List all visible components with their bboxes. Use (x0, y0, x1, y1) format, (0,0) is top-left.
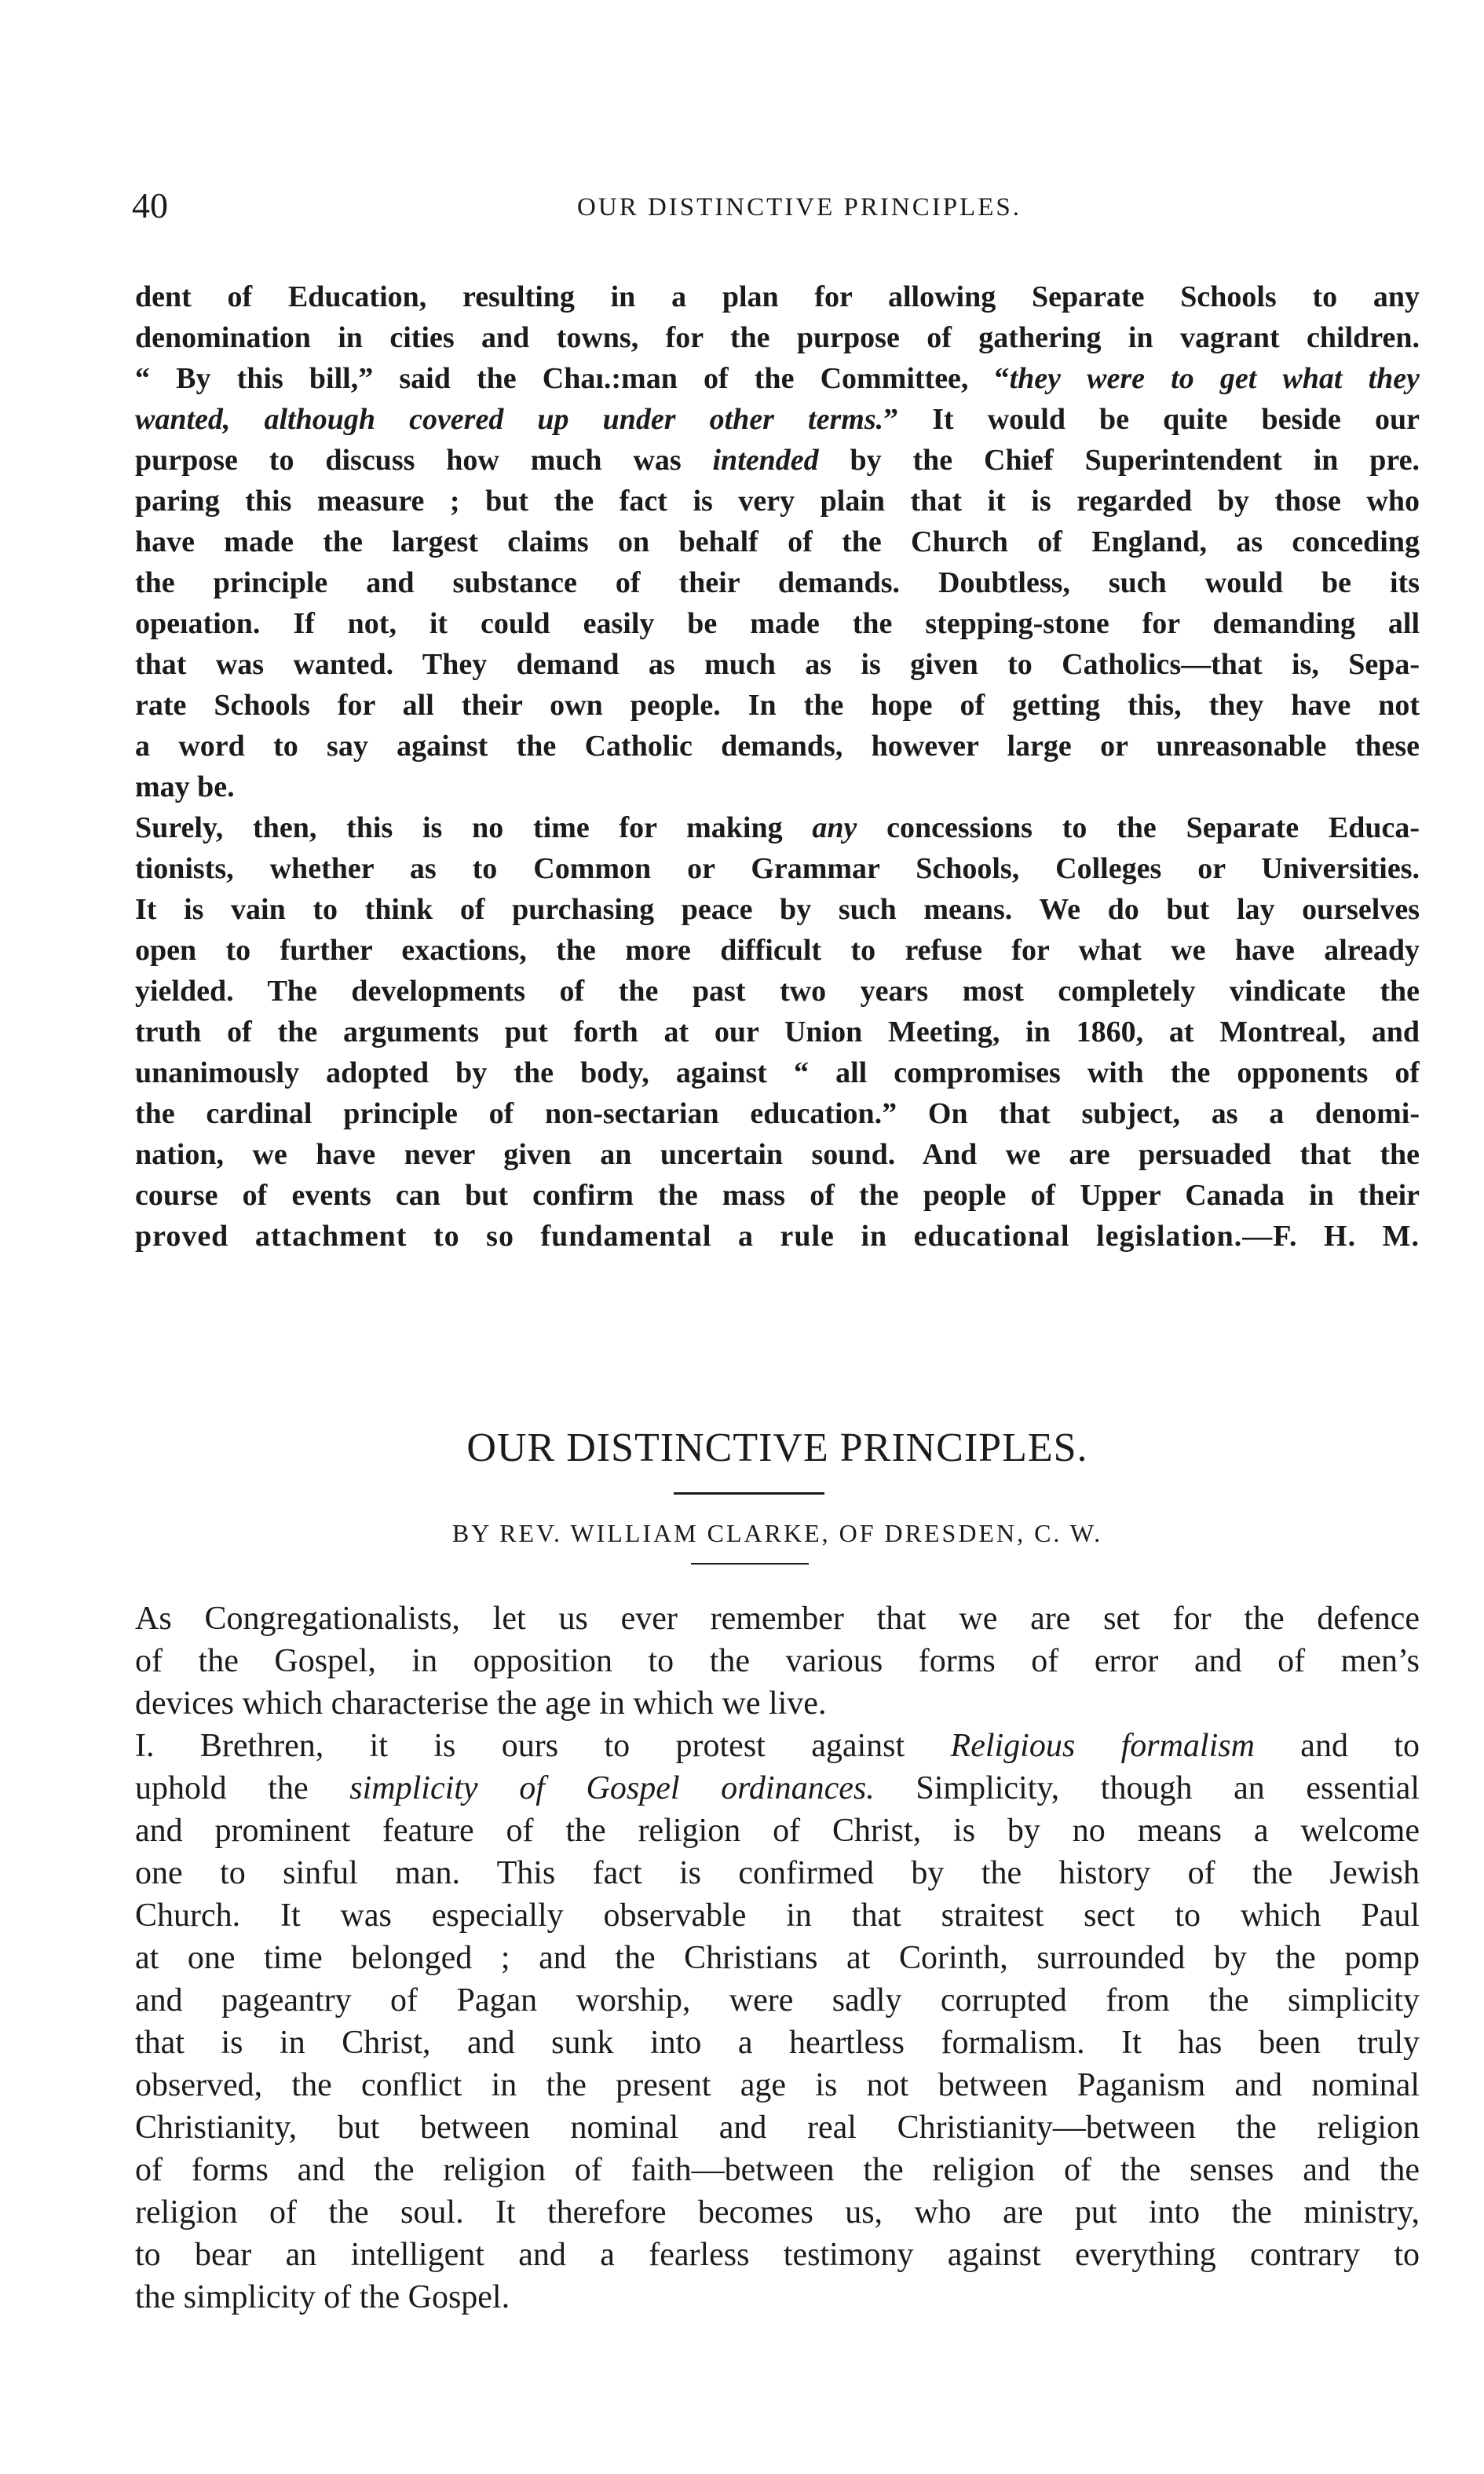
text-line: denomination in cities and towns, for the purpose of gathering in vagrant children. (135, 321, 1420, 354)
text-line: course of events can but confirm the mass of the people of Upper Canada in their (135, 1179, 1420, 1212)
text-line: opeıation. If not, it could easily be made the stepping-stone for demanding all (135, 607, 1420, 640)
text-line: and prominent feature of the religion of Christ, is by no means a welcome (135, 1813, 1420, 1849)
text-line: may be. (135, 770, 235, 803)
text-line: rate Schools for all their own people. In the hope of getting this, they have not (135, 689, 1420, 722)
text-line: of the Gospel, in opposition to the various forms of error and of men’s (135, 1643, 1420, 1679)
text-line: to bear an intelligent and a fearless testimony against everything contrary to (135, 2237, 1420, 2273)
text-line: the principle and substance of their demands. Doubtless, such would be its (135, 566, 1420, 599)
text-line: tionists, whether as to Common or Grammar Schools, Colleges or Universities. (135, 852, 1420, 885)
text-line: the cardinal principle of non-sectarian education.” On that subject, as a denomi- (135, 1097, 1420, 1130)
text-line: observed, the conflict in the present age is not between Paganism and nominal (135, 2067, 1420, 2103)
text-line: As Congregationalists, let us ever remember that we are set for the defence (135, 1601, 1420, 1637)
page-number: 40 (132, 185, 168, 225)
text-line: “ By this bill,” said the Chaı.:man of the Committee, “they were to get what they (135, 362, 1420, 395)
text-line: paring this measure ; but the fact is very plain that it is regarded by those who (135, 485, 1420, 518)
text-line: purpose to discuss how much was intended by the Chief Superintendent in pre. (135, 444, 1420, 477)
text-line: one to sinful man. This fact is confirmed by the history of the Jewish (135, 1855, 1420, 1891)
article-byline: BY REV. WILLIAM CLARKE, OF DRESDEN, C. W. (451, 1519, 1103, 1547)
byline-rule (691, 1563, 809, 1565)
text-line: Surely, then, this is no time for making any concessions to the Separate Educa- (135, 811, 1420, 844)
text-line: that is in Christ, and sunk into a heartless formalism. It has been truly (135, 2025, 1420, 2061)
text-line: a word to say against the Catholic demands, however large or unreasonable these (135, 730, 1420, 763)
text-line: have made the largest claims on behalf of the Church of England, as conceding (135, 525, 1420, 558)
text-line: Christianity, but between nominal and real Christianity—between the religion (135, 2110, 1420, 2146)
text-line: Church. It was especially observable in that straitest sect to which Paul (135, 1898, 1420, 1934)
text-line: devices which characterise the age in which we live. (135, 1685, 827, 1722)
text-line: open to further exactions, the more difficult to refuse for what we have already (135, 934, 1420, 967)
text-line: of forms and the religion of faith—between the religion of the senses and the (135, 2152, 1420, 2188)
text-line: It is vain to think of purchasing peace by such means. We do but lay ourselves (135, 893, 1420, 926)
text-line: truth of the arguments put forth at our Union Meeting, in 1860, at Montreal, and (135, 1016, 1420, 1049)
text-line-signature: proved attachment to so fundamental a rule in educational legislation.—F. H. M. (135, 1220, 1420, 1253)
running-head: OUR DISTINCTIVE PRINCIPLES. (577, 193, 1022, 221)
text-line: I. Brethren, it is ours to protest against Religious formalism and to (135, 1728, 1420, 1764)
text-line: the simplicity of the Gospel. (135, 2279, 510, 2315)
text-line: at one time belonged ; and the Christians at Corinth, surrounded by the pomp (135, 1940, 1420, 1976)
text-line: nation, we have never given an uncertain sound. And we are persuaded that the (135, 1138, 1420, 1171)
text-line: unanimously adopted by the body, against “ all compromises with the opponents of (135, 1056, 1420, 1089)
title-rule (674, 1492, 824, 1495)
text-line: wanted, although covered up under other terms.” It would be quite beside our (135, 403, 1420, 436)
text-line: that was wanted. They demand as much as is given to Catholics—that is, Sepa- (135, 648, 1420, 681)
text-line: uphold the simplicity of Gospel ordinances. Simplicity, though an essential (135, 1770, 1420, 1806)
text-line: yielded. The developments of the past two years most completely vindicate the (135, 975, 1420, 1008)
text-line: and pageantry of Pagan worship, were sadly corrupted from the simplicity (135, 1982, 1420, 2018)
page-header (132, 182, 1420, 229)
text-line: dent of Education, resulting in a plan for allowing Separate Schools to any (135, 280, 1420, 313)
text-line: religion of the soul. It therefore becomes us, who are put into the ministry, (135, 2194, 1420, 2231)
article-title: OUR DISTINCTIVE PRINCIPLES. (466, 1425, 1088, 1470)
